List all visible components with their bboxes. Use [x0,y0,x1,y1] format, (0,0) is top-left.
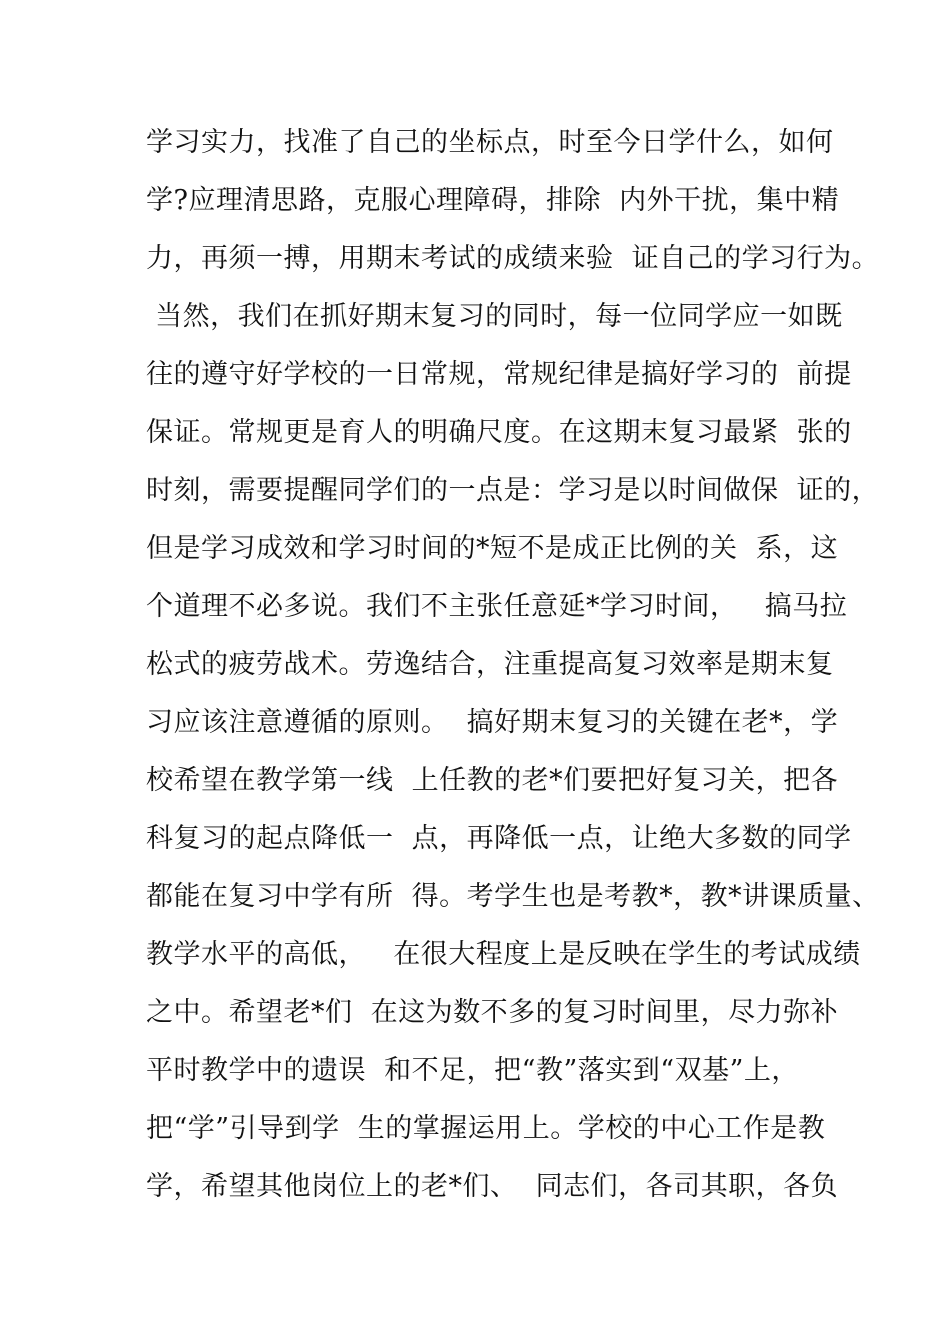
text-line-15: 教学水平的高低， 在很大程度上是反映在学生的考试成绩 [146,939,861,970]
text-line-12: 校希望在教学第一线 上任教的老*们要把好复习关，把各 [146,765,839,796]
text-line-10: 松式的疲劳战术。劳逸结合，注重提高复习效率是期末复 [146,649,834,680]
text-line-3: 力，再须一搏，用期末考试的成绩来验 证自己的学习行为。 [146,243,880,274]
text-line-9: 个道理不必多说。我们不主张任意延*学习时间， 搞马拉 [146,591,848,622]
text-line-19: 学，希望其他岗位上的老*们、 同志们，各司其职，各负 [146,1171,839,1202]
text-line-4: 当然，我们在抓好期末复习的同时，每一位同学应一如既 [146,301,843,332]
text-line-5: 往的遵守好学校的一日常规，常规纪律是搞好学习的 前提 [146,359,852,390]
text-line-6: 保证。常规更是育人的明确尺度。在这期末复习最紧 张的 [146,417,852,448]
text-line-2: 学?应理清思路，克服心理障碍，排除 内外干扰，集中精 [146,185,840,216]
text-line-13: 科复习的起点降低一 点，再降低一点，让绝大多数的同学 [146,823,852,854]
text-line-16: 之中。希望老*们 在这为数不多的复习时间里，尽力弥补 [146,997,839,1028]
text-line-7: 时刻，需要提醒同学们的一点是：学习是以时间做保 证的， [146,475,880,506]
body-text [146,120,880,1222]
text-line-11: 习应该注意遵循的原则。 搞好期末复习的关键在老*，学 [146,707,839,738]
text-line-8: 但是学习成效和学习时间的*短不是成正比例的关 系，这 [146,533,839,564]
text-line-14: 都能在复习中学有所 得。考学生也是考教*，教*讲课质量、 [146,881,880,912]
text-line-1: 学习实力，找准了自己的坐标点，时至今日学什么，如何 [146,127,834,158]
text-line-17: 平时教学中的遗误 和不足，把“教”落实到“双基”上， [146,1055,799,1086]
text-line-18: 把“学”引导到学 生的掌握运用上。学校的中心工作是教 [146,1113,826,1144]
